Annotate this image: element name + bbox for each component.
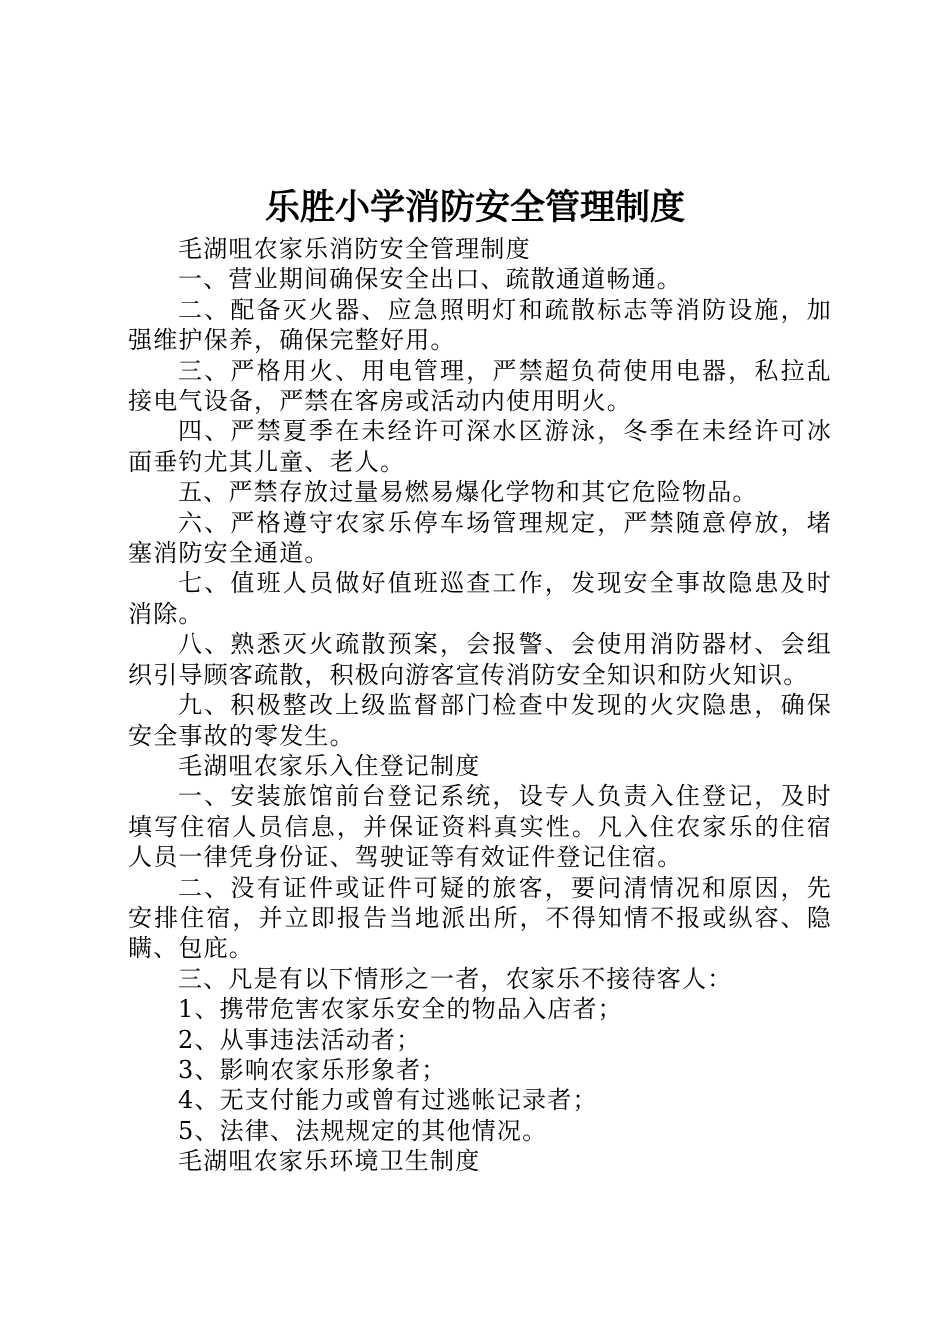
- check-in-rule-3: 三、凡是有以下情形之一者，农家乐不接待客人：: [178, 964, 733, 993]
- refusal-item-1: 1、携带危害农家乐安全的物品入店者；: [178, 995, 623, 1024]
- refusal-item-3: 3、影响农家乐形象者；: [178, 1055, 447, 1084]
- section-heading-fire-safety: 毛湖咀农家乐消防安全管理制度: [178, 235, 531, 263]
- section-heading-hygiene: 毛湖咀农家乐环境卫生制度: [178, 1147, 481, 1176]
- fire-rule-3: 三、严格用火、用电管理，严禁超负荷使用电器，私拉乱接电气设备，严禁在客房或活动内使用明火。: [128, 356, 832, 416]
- fire-rule-1: 一、营业期间确保安全出口、疏散通道畅通。: [178, 265, 682, 294]
- fire-rule-8: 八、熟悉灭火疏散预案，会报警、会使用消防器材、会组织引导顾客疏散，积极向游客宣传消防安全知识和防火知识。: [128, 630, 832, 689]
- fire-rule-6: 六、严格遵守农家乐停车场管理规定，严禁随意停放，堵塞消防安全通道。: [128, 508, 832, 568]
- fire-rule-4: 四、严禁夏季在未经许可深水区游泳，冬季在未经许可冰面垂钓尤其儿童、老人。: [128, 417, 832, 476]
- fire-rule-7: 七、值班人员做好值班巡查工作，发现安全事故隐患及时消除。: [128, 569, 832, 628]
- refusal-item-5: 5、法律、法规规定的其他情况。: [178, 1116, 548, 1145]
- fire-rule-9: 九、积极整改上级监督部门检查中发现的火灾隐患，确保安全事故的零发生。: [128, 691, 832, 750]
- check-in-rule-2: 二、没有证件或证件可疑的旅客，要问清情况和原因，先安排住宿，并立即报告当地派出所，不得知情不报或纵容、隐瞒、包庇。: [128, 873, 832, 963]
- document-title: 乐胜小学消防安全管理制度: [264, 188, 685, 228]
- refusal-item-2: 2、从事违法活动者；: [178, 1025, 422, 1054]
- refusal-item-4: 4、无支付能力或曾有过逃帐记录者；: [178, 1086, 598, 1115]
- document-body: [128, 234, 832, 1177]
- fire-rule-2: 二、配备灭火器、应急照明灯和疏散标志等消防设施，加强维护保养，确保完整好用。: [128, 295, 832, 355]
- check-in-rule-1: 一、安装旅馆前台登记系统，设专人负责入住登记，及时填写住宿人员信息，并保证资料真实性。凡入住农家乐的住宿人员一律凭身份证、驾驶证等有效证件登记住宿。: [128, 782, 832, 872]
- section-heading-check-in: 毛湖咀农家乐入住登记制度: [178, 751, 481, 780]
- fire-rule-5: 五、严禁存放过量易燃易爆化学物和其它危险物品。: [178, 478, 758, 507]
